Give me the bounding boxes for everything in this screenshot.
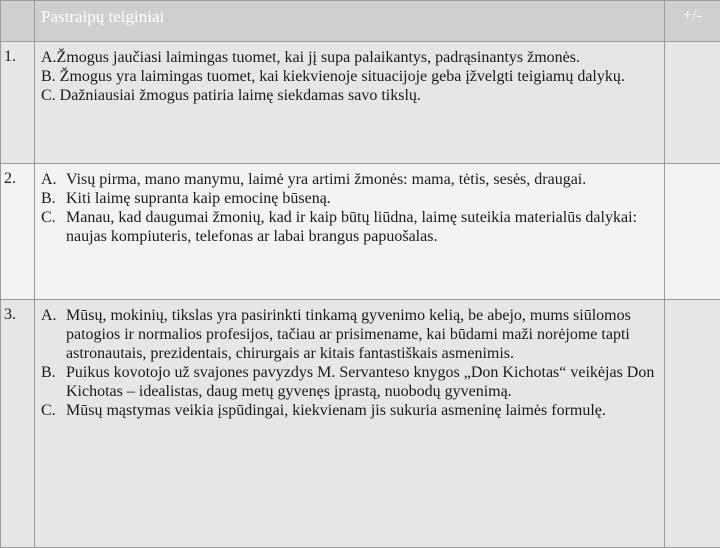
statement-marker: C. bbox=[41, 401, 56, 420]
score-cell[interactable] bbox=[665, 300, 720, 548]
statement-a bbox=[41, 306, 658, 363]
statement-b bbox=[41, 189, 658, 208]
statement-c bbox=[41, 401, 658, 420]
statement-marker: C. bbox=[41, 208, 56, 227]
statement-text: Mūsų mąstymas veikia įspūdingai, kiekvienam jis sukuria asmeninę laimės formulę. bbox=[66, 402, 606, 419]
score-cell[interactable] bbox=[665, 42, 720, 164]
table-header-row bbox=[1, 1, 720, 42]
statement-text: Visų pirma, mano manymu, laimė yra artimi žmonės: mama, tėtis, sesės, draugai. bbox=[66, 171, 586, 188]
statement-marker: A. bbox=[41, 306, 57, 325]
statement-text: Kiti laimę supranta kaip emocinę būseną. bbox=[66, 190, 331, 207]
statement-text: Manau, kad daugumai žmonių, kad ir kaip būtų liūdna, laimę suteikia materialūs dalykai: naujas kompiuteris, telefonas ar labai brangus papuošalas. bbox=[66, 209, 637, 245]
table-row bbox=[1, 164, 720, 300]
statement-marker: B. bbox=[41, 363, 56, 382]
statement-c: C. Dažniausiai žmogus patiria laimę siekdamas savo tikslų. bbox=[41, 86, 658, 105]
statement-text: Mūsų, mokinių, tikslas yra pasirinkti tinkamą gyvenimo kelią, be abejo, mums siūlomos patogios ir normalios profesijos, tačiau ar prisimename, kai būdami maži norėjome tapti astronautais, prezidentais, chirurgais ar kitais fantastiškais asmenimis. bbox=[66, 307, 631, 362]
statement-b: B. Žmogus yra laimingas tuomet, kai kiekvienoje situacijoje geba įžvelgti teigiamų dalykų. bbox=[41, 67, 658, 86]
statement-c bbox=[41, 208, 658, 246]
row-statements bbox=[35, 164, 665, 300]
row-statements bbox=[35, 42, 665, 164]
table-row bbox=[1, 42, 720, 164]
statement-b bbox=[41, 363, 658, 401]
statement-a: A.Žmogus jaučiasi laimingas tuomet, kai jį supa palaikantys, padrąsinantys žmonės. bbox=[41, 48, 658, 67]
statement-a bbox=[41, 170, 658, 189]
table-row bbox=[1, 300, 720, 548]
row-statements bbox=[35, 300, 665, 548]
header-title: Pastraipų teiginiai bbox=[35, 1, 665, 42]
header-score-column: +/- bbox=[665, 1, 720, 42]
header-number-cell bbox=[1, 1, 35, 42]
row-number: 2. bbox=[1, 164, 35, 300]
statement-marker: A. bbox=[41, 170, 57, 189]
score-cell[interactable] bbox=[665, 164, 720, 300]
row-number: 1. bbox=[1, 42, 35, 164]
statement-marker: B. bbox=[41, 189, 56, 208]
statement-text: Puikus kovotojo už svajones pavyzdys M. Servanteso knygos „Don Kichotas“ veikėjas Don Kichotas – idealistas, daug metų gyvenęs įprastą, nuobodų gyvenimą. bbox=[66, 364, 654, 400]
row-number: 3. bbox=[1, 300, 35, 548]
